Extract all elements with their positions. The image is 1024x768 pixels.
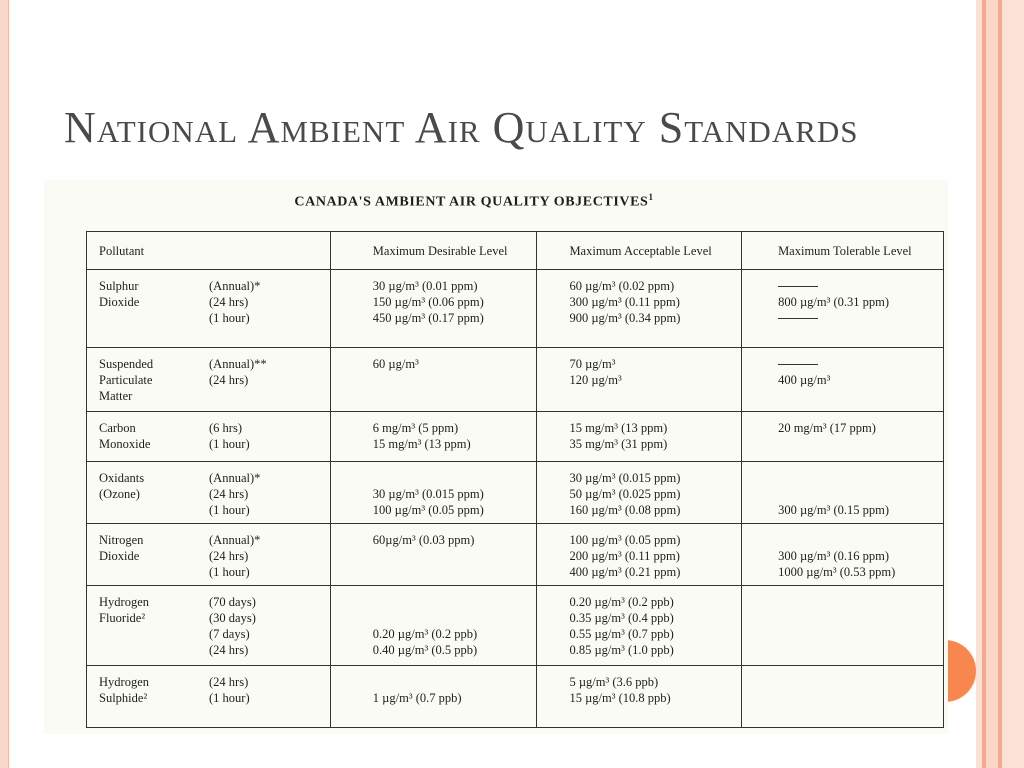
pollutant-name-line: Sulphide² bbox=[99, 691, 148, 705]
level-value: 30 µg/m³ (0.015 ppm) bbox=[569, 471, 681, 485]
level-value: 60 µg/m³ bbox=[372, 357, 419, 371]
desirable-level-cell bbox=[330, 348, 537, 412]
averaging-period: (24 hrs) bbox=[209, 643, 249, 657]
averaging-period: (24 hrs) bbox=[209, 549, 249, 563]
pollutant-name-line: Particulate bbox=[99, 373, 153, 387]
level-value bbox=[778, 486, 943, 502]
level-value: 0.85 µg/m³ (1.0 ppb) bbox=[569, 643, 674, 657]
header-acceptable: Maximum Acceptable Level bbox=[537, 232, 742, 270]
averaging-period: (1 hour) bbox=[209, 503, 250, 517]
averaging-period: (24 hrs) bbox=[209, 487, 249, 501]
level-value bbox=[778, 610, 943, 626]
level-value bbox=[373, 594, 537, 610]
table-row bbox=[87, 666, 944, 728]
pollutant-name-line: Suspended bbox=[99, 357, 154, 371]
pollutant-name-line: Oxidants bbox=[99, 471, 145, 485]
level-value: 200 µg/m³ (0.11 ppm) bbox=[569, 549, 680, 563]
level-value: 35 mg/m³ (31 ppm) bbox=[569, 437, 668, 451]
desirable-level-cell bbox=[330, 412, 537, 462]
level-value: 0.20 µg/m³ (0.2 ppb) bbox=[372, 627, 478, 641]
pollutant-name-line: Hydrogen bbox=[99, 595, 149, 609]
acceptable-level-cell bbox=[537, 462, 742, 524]
averaging-period: (7 days) bbox=[209, 627, 250, 641]
desirable-level-cell bbox=[330, 270, 537, 348]
level-value bbox=[778, 690, 943, 706]
averaging-period: (Annual)** bbox=[209, 357, 267, 371]
level-value: 800 µg/m³ (0.31 ppm) bbox=[778, 295, 890, 309]
pollutant-cell bbox=[87, 462, 331, 524]
level-value: 15 mg/m³ (13 ppm) bbox=[569, 421, 668, 435]
tolerable-level-cell bbox=[742, 348, 944, 412]
header-tolerable: Maximum Tolerable Level bbox=[742, 232, 944, 270]
averaging-period: (Annual)* bbox=[209, 279, 261, 293]
tolerable-level-cell bbox=[742, 412, 944, 462]
pollutant-name-line: Nitrogen bbox=[99, 533, 144, 547]
level-value: 0.20 µg/m³ (0.2 ppb) bbox=[569, 595, 674, 609]
acceptable-level-cell bbox=[537, 524, 742, 586]
level-value: 300 µg/m³ (0.15 ppm) bbox=[778, 503, 890, 517]
averaging-period: (Annual)* bbox=[209, 471, 261, 485]
dash-line bbox=[778, 286, 818, 287]
averaging-period: (24 hrs) bbox=[209, 295, 249, 309]
pollutant-name-line bbox=[99, 502, 209, 518]
level-value: 400 µg/m³ bbox=[778, 373, 831, 387]
pollutant-cell bbox=[87, 412, 331, 462]
level-value: 100 µg/m³ (0.05 ppm) bbox=[372, 503, 484, 517]
table-header-row bbox=[87, 232, 944, 270]
level-value: 20 mg/m³ (17 ppm) bbox=[778, 421, 876, 435]
dash-placeholder bbox=[778, 356, 943, 372]
pollutant-name-line bbox=[99, 564, 209, 580]
pollutant-name-line: Fluoride² bbox=[99, 611, 146, 625]
level-value: 900 µg/m³ (0.34 ppm) bbox=[569, 311, 681, 325]
averaging-period: (Annual)* bbox=[209, 533, 261, 547]
averaging-period: (1 hour) bbox=[209, 691, 250, 705]
level-value: 400 µg/m³ (0.21 ppm) bbox=[569, 565, 681, 579]
level-value bbox=[778, 642, 943, 658]
level-value bbox=[373, 674, 537, 690]
averaging-period: (1 hour) bbox=[209, 565, 250, 579]
level-value bbox=[778, 388, 943, 404]
averaging-period: (70 days) bbox=[209, 595, 256, 609]
tolerable-level-cell bbox=[742, 666, 944, 728]
level-value bbox=[373, 548, 537, 564]
pollutant-cell bbox=[87, 524, 331, 586]
level-value: 100 µg/m³ (0.05 ppm) bbox=[569, 533, 681, 547]
tolerable-level-cell bbox=[742, 270, 944, 348]
acceptable-level-cell bbox=[537, 348, 742, 412]
header-pollutant: Pollutant bbox=[87, 232, 331, 270]
level-value: 0.35 µg/m³ (0.4 ppb) bbox=[569, 611, 674, 625]
level-value bbox=[569, 388, 741, 404]
right-decorative-stripes bbox=[976, 0, 1024, 768]
table-row bbox=[87, 524, 944, 586]
averaging-period bbox=[209, 388, 329, 404]
level-value: 6 mg/m³ (5 ppm) bbox=[372, 421, 459, 435]
pollutant-name-line: (Ozone) bbox=[99, 487, 140, 501]
level-value: 15 mg/m³ (13 ppm) bbox=[372, 437, 471, 451]
level-value: 450 µg/m³ (0.17 ppm) bbox=[372, 311, 484, 325]
level-value bbox=[778, 470, 943, 486]
pollutant-name-line: Monoxide bbox=[99, 437, 151, 451]
table-row bbox=[87, 462, 944, 524]
left-frame-border bbox=[0, 0, 9, 768]
level-value bbox=[373, 610, 537, 626]
desirable-level-cell bbox=[330, 586, 537, 666]
table-row bbox=[87, 586, 944, 666]
table-row bbox=[87, 412, 944, 462]
level-value: 1000 µg/m³ (0.53 ppm) bbox=[778, 565, 896, 579]
table-row bbox=[87, 270, 944, 348]
dash-line bbox=[778, 364, 818, 365]
pollutant-name-line: Carbon bbox=[99, 421, 136, 435]
level-value: 120 µg/m³ bbox=[569, 373, 622, 387]
desirable-level-cell bbox=[330, 666, 537, 728]
desirable-level-cell bbox=[330, 462, 537, 524]
averaging-period: (1 hour) bbox=[209, 311, 250, 325]
level-value bbox=[778, 532, 943, 548]
level-value: 70 µg/m³ bbox=[569, 357, 616, 371]
pollutant-name-line bbox=[99, 642, 209, 658]
dash-placeholder bbox=[778, 310, 943, 326]
averaging-period: (30 days) bbox=[209, 611, 256, 625]
acceptable-level-cell bbox=[537, 586, 742, 666]
dash-placeholder bbox=[778, 278, 943, 294]
level-value: 1 µg/m³ (0.7 ppb) bbox=[372, 691, 462, 705]
pollutant-name-line: Dioxide bbox=[99, 295, 140, 309]
slide-title: National Ambient Air Quality Standards bbox=[64, 103, 859, 152]
pollutant-name-line: Hydrogen bbox=[99, 675, 149, 689]
pollutant-cell bbox=[87, 666, 331, 728]
pollutant-cell bbox=[87, 586, 331, 666]
level-value: 30 µg/m³ (0.01 ppm) bbox=[372, 279, 478, 293]
air-quality-table bbox=[86, 231, 944, 728]
level-value bbox=[373, 564, 537, 580]
pollutant-name-line: Sulphur bbox=[99, 279, 139, 293]
table-row bbox=[87, 348, 944, 412]
pollutant-name-line: Matter bbox=[99, 389, 133, 403]
level-value: 300 µg/m³ (0.11 ppm) bbox=[569, 295, 680, 309]
level-value: 0.55 µg/m³ (0.7 ppb) bbox=[569, 627, 674, 641]
pollutant-name-line bbox=[99, 626, 209, 642]
orange-half-circle-decoration bbox=[944, 640, 976, 702]
level-value bbox=[778, 674, 943, 690]
acceptable-level-cell bbox=[537, 270, 742, 348]
level-value bbox=[373, 372, 537, 388]
level-value: 160 µg/m³ (0.08 ppm) bbox=[569, 503, 681, 517]
desirable-level-cell bbox=[330, 524, 537, 586]
table-title: CANADA'S AMBIENT AIR QUALITY OBJECTIVES$^1$ bbox=[294, 192, 654, 210]
level-value: 150 µg/m³ (0.06 ppm) bbox=[372, 295, 484, 309]
level-value: 50 µg/m³ (0.025 ppm) bbox=[569, 487, 681, 501]
level-value: 60µg/m³ (0.03 ppm) bbox=[372, 533, 475, 547]
tolerable-level-cell bbox=[742, 462, 944, 524]
averaging-period: (24 hrs) bbox=[209, 675, 249, 689]
level-value: 30 µg/m³ (0.015 ppm) bbox=[372, 487, 484, 501]
level-value: 300 µg/m³ (0.16 ppm) bbox=[778, 549, 890, 563]
level-value bbox=[778, 626, 943, 642]
averaging-period: (6 hrs) bbox=[209, 421, 242, 435]
tolerable-level-cell bbox=[742, 524, 944, 586]
level-value: 15 µg/m³ (10.8 ppb) bbox=[569, 691, 671, 705]
level-value bbox=[373, 388, 537, 404]
level-value bbox=[778, 594, 943, 610]
averaging-period: (1 hour) bbox=[209, 437, 250, 451]
level-value: 0.40 µg/m³ (0.5 ppb) bbox=[372, 643, 478, 657]
level-value bbox=[373, 470, 537, 486]
averaging-period: (24 hrs) bbox=[209, 373, 249, 387]
pollutant-name-line bbox=[99, 310, 209, 326]
pollutant-cell bbox=[87, 348, 331, 412]
level-value: 5 µg/m³ (3.6 ppb) bbox=[569, 675, 659, 689]
acceptable-level-cell bbox=[537, 412, 742, 462]
level-value: 60 µg/m³ (0.02 ppm) bbox=[569, 279, 675, 293]
header-desirable: Maximum Desirable Level bbox=[330, 232, 537, 270]
acceptable-level-cell bbox=[537, 666, 742, 728]
scanned-table-image bbox=[44, 180, 948, 734]
tolerable-level-cell bbox=[742, 586, 944, 666]
level-value bbox=[778, 436, 943, 452]
pollutant-name-line: Dioxide bbox=[99, 549, 140, 563]
pollutant-cell bbox=[87, 270, 331, 348]
dash-line bbox=[778, 318, 818, 319]
